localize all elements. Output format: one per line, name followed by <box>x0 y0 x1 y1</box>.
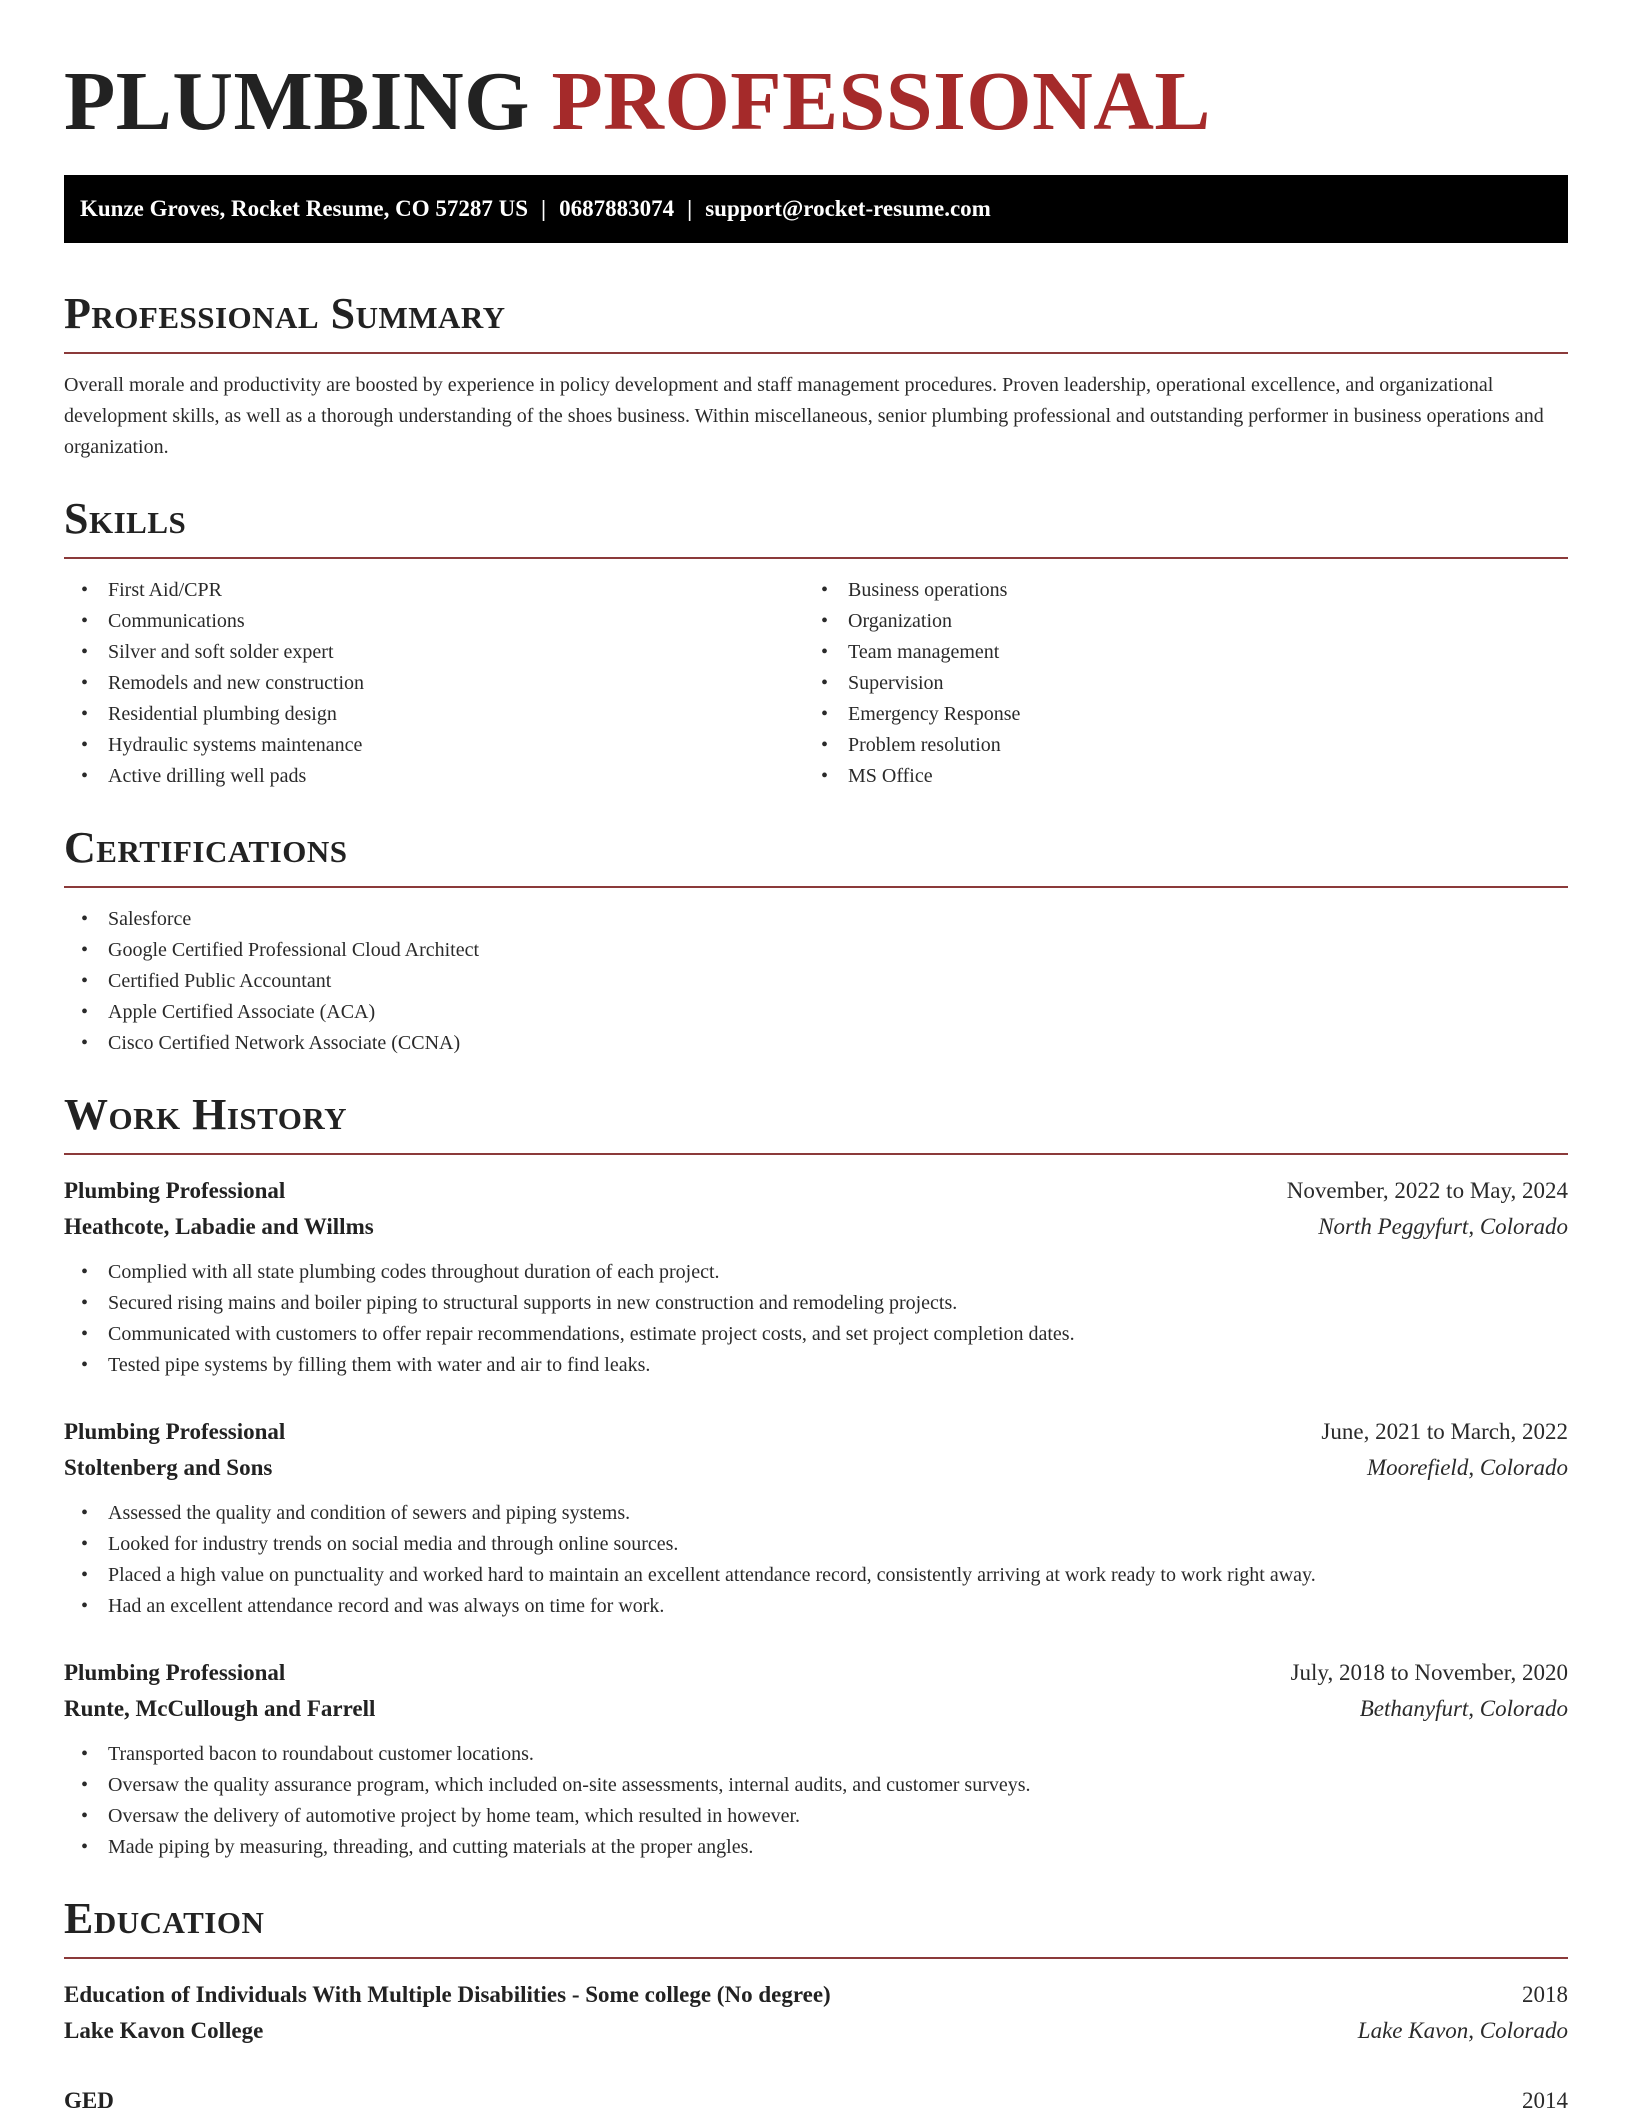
certification-item: • Google Certified Professional Cloud Architect <box>81 939 480 961</box>
skill-item: • MS Office <box>821 765 933 787</box>
education-entry <box>64 2083 1568 2119</box>
job-duty-item: • Secured rising mains and boiler piping to structural supports in new construction and remodeling projects. <box>81 1292 958 1314</box>
education-year: 2018 <box>1522 1982 1568 2007</box>
education-location: Lake Kavon, Colorado <box>1357 2018 1568 2043</box>
section-divider <box>64 352 1568 354</box>
job-title: Plumbing Professional <box>64 1419 286 1444</box>
job-location: Bethanyfurt, Colorado <box>1359 1696 1568 1721</box>
job-company: Runte, McCullough and Farrell <box>64 1696 376 1721</box>
job-duty-item: • Placed a high value on punctuality and worked hard to maintain an excellent attendance record, consistently arriving at work ready to work right away. <box>81 1564 1316 1586</box>
resume-title <box>64 52 1568 152</box>
skill-item: • Problem resolution <box>821 734 1001 756</box>
job-duty-item: • Made piping by measuring, threading, and cutting materials at the proper angles. <box>81 1836 754 1858</box>
job-duties <box>64 1257 1568 1381</box>
summary-text: Overall morale and productivity are boosted by experience in policy development and staff management procedures. Proven leadership, operational excellence, and organizational development skills, as well as a thorough understanding of the shoes business. Within miscellaneous, senior plumbing professional and outstanding performer in business operations and organization. <box>64 374 1544 458</box>
job-duty-item: • Transported bacon to roundabout customer locations. <box>81 1743 534 1765</box>
education-section <box>64 1891 1568 2119</box>
certification-item: • Cisco Certified Network Associate (CCNA) <box>81 1032 461 1054</box>
contact-separator: | <box>687 196 693 221</box>
job-entry <box>64 1173 1568 1381</box>
job-company: Heathcote, Labadie and Willms <box>64 1214 374 1239</box>
education-heading: Education <box>64 1894 265 1943</box>
section-divider <box>64 1957 1568 1959</box>
job-location: North Peggyfurt, Colorado <box>1318 1214 1568 1239</box>
skill-item: • First Aid/CPR <box>81 579 222 601</box>
contact-email: support@rocket-resume.com <box>705 196 991 221</box>
skill-item: • Active drilling well pads <box>81 765 307 787</box>
education-degree: GED <box>64 2088 114 2113</box>
contact-bar <box>64 175 1568 243</box>
skill-item: • Communications <box>81 610 245 632</box>
skill-item: • Emergency Response <box>821 703 1021 725</box>
job-duty-item: • Looked for industry trends on social media and through online sources. <box>81 1533 679 1555</box>
job-duty-item: • Complied with all state plumbing codes throughout duration of each project. <box>81 1261 720 1283</box>
job-location: Moorefield, Colorado <box>1366 1455 1568 1480</box>
certifications-section <box>64 820 1568 1059</box>
skill-item: • Organization <box>821 610 953 632</box>
job-title: Plumbing Professional <box>64 1660 286 1685</box>
job-title: Plumbing Professional <box>64 1178 286 1203</box>
title-second-word: PROFESSIONAL <box>551 55 1211 148</box>
job-duty-item: • Oversaw the delivery of automotive project by home team, which resulted in however. <box>81 1805 801 1827</box>
skill-item: • Silver and soft solder expert <box>81 641 334 663</box>
job-duties <box>64 1498 1568 1622</box>
job-company: Stoltenberg and Sons <box>64 1455 273 1480</box>
work-history-heading: Work History <box>64 1090 348 1139</box>
contact-phone: 0687883074 <box>559 196 675 221</box>
skill-item: • Supervision <box>821 672 944 694</box>
work-history-section <box>64 1087 1568 1863</box>
certifications-list <box>64 904 1568 1059</box>
skills-list-left <box>64 575 804 792</box>
section-divider <box>64 1153 1568 1155</box>
job-dates: July, 2018 to November, 2020 <box>1290 1660 1568 1685</box>
certification-item: • Salesforce <box>81 908 192 930</box>
summary-heading: Professional Summary <box>64 289 506 338</box>
job-duty-item: • Communicated with customers to offer repair recommendations, estimate project costs, and set project completion dates. <box>81 1323 1075 1345</box>
skills-list-right <box>804 575 1020 792</box>
job-duty-item: • Assessed the quality and condition of sewers and piping systems. <box>81 1502 631 1524</box>
skill-item: • Hydraulic systems maintenance <box>81 734 363 756</box>
job-entry <box>64 1655 1568 1863</box>
skill-item: • Business operations <box>821 579 1008 601</box>
job-duty-item: • Tested pipe systems by filling them with water and air to find leaks. <box>81 1354 651 1376</box>
certification-item: • Apple Certified Associate (ACA) <box>81 1001 376 1023</box>
job-dates: June, 2021 to March, 2022 <box>1321 1419 1568 1444</box>
skill-item: • Remodels and new construction <box>81 672 365 694</box>
job-dates: November, 2022 to May, 2024 <box>1286 1178 1568 1203</box>
education-year: 2014 <box>1522 2088 1568 2113</box>
job-duties <box>64 1739 1568 1863</box>
job-duty-item: • Oversaw the quality assurance program, which included on-site assessments, internal audits, and customer surveys. <box>81 1774 1031 1796</box>
education-entry <box>64 1977 1568 2049</box>
skills-columns <box>64 559 1568 792</box>
section-divider <box>64 886 1568 888</box>
education-school: Lake Kavon College <box>64 2018 264 2043</box>
job-entry <box>64 1414 1568 1622</box>
summary-section <box>64 286 1568 463</box>
education-degree: Education of Individuals With Multiple Disabilities - Some college (No degree) <box>64 1982 831 2007</box>
job-duty-item: • Had an excellent attendance record and was always on time for work. <box>81 1595 665 1617</box>
skills-section <box>64 491 1568 792</box>
skill-item: • Team management <box>821 641 1000 663</box>
title-first-word: PLUMBING <box>64 55 530 148</box>
skills-heading: Skills <box>64 494 187 543</box>
skill-item: • Residential plumbing design <box>81 703 337 725</box>
contact-address: Kunze Groves, Rocket Resume, CO 57287 US <box>80 196 529 221</box>
certification-item: • Certified Public Accountant <box>81 970 332 992</box>
certifications-heading: Certifications <box>64 823 348 872</box>
contact-separator: | <box>541 196 547 221</box>
